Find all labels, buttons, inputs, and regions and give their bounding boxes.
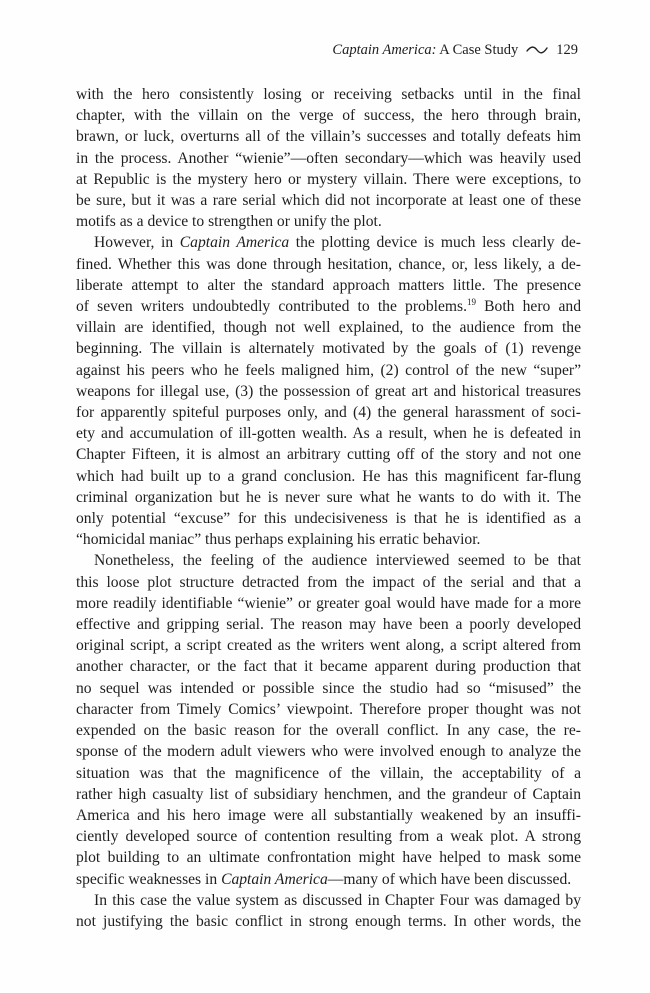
text-line bbox=[76, 84, 581, 105]
text-segment: of seven writers undoubtedly contributed to the problems. bbox=[76, 298, 467, 316]
text-line bbox=[76, 317, 581, 338]
text-line bbox=[76, 699, 581, 720]
text-segment: fined. Whether this was done through hesitation, chance, or, less likely, a de- bbox=[76, 255, 581, 273]
text-segment: with the hero consistently losing or receiving setbacks until in the final bbox=[76, 86, 581, 103]
text-line bbox=[76, 656, 581, 677]
footnote-ref: 19 bbox=[466, 296, 476, 307]
text-segment: “homicidal maniac” thus perhaps explaining his erratic behavior. bbox=[76, 531, 481, 549]
text-segment: brawn, or luck, overturns all of the villain’s successes and totally defeats him bbox=[76, 128, 581, 146]
italic-title: Captain America bbox=[221, 870, 328, 888]
running-head-title bbox=[332, 42, 518, 59]
text-segment: —many of which have been discussed. bbox=[327, 870, 572, 888]
text-segment: weapons for illegal use, (3) the possession of great art and historical treasures bbox=[76, 382, 581, 400]
text-segment: motifs as a device to strengthen or unify the plot. bbox=[76, 213, 382, 231]
body-text bbox=[76, 84, 581, 932]
text-line bbox=[76, 126, 581, 147]
text-line bbox=[76, 763, 581, 784]
text-line bbox=[76, 847, 581, 868]
text-line bbox=[76, 296, 581, 317]
text-line bbox=[76, 423, 581, 444]
text-segment: ciently developed source of contention resulting from a weak plot. A strong bbox=[76, 828, 581, 846]
text-segment: In this case the value system as discussed in Chapter Four was damaged by bbox=[94, 891, 581, 909]
text-line bbox=[76, 254, 581, 275]
text-segment: not justifying the basic conflict in strong enough terms. In other words, the bbox=[76, 912, 581, 930]
text-segment: Chapter Fifteen, it is almost an arbitrary cutting off of the story and not one bbox=[76, 446, 581, 464]
text-line bbox=[76, 190, 581, 211]
text-line bbox=[76, 402, 581, 423]
text-line bbox=[76, 381, 581, 402]
text-line bbox=[76, 720, 581, 741]
text-line bbox=[76, 338, 581, 359]
text-line bbox=[76, 211, 581, 232]
text-segment: original script, a script created as the writers went along, a script altered from bbox=[76, 637, 581, 655]
text-line bbox=[76, 508, 581, 529]
text-line bbox=[76, 529, 581, 550]
text-line bbox=[76, 784, 581, 805]
text-line bbox=[76, 466, 581, 487]
text-segment: this loose plot structure detracted from the impact of the serial and that a bbox=[76, 573, 581, 591]
text-segment: liberate attempt to alter the standard approach matters little. The presence bbox=[76, 276, 581, 294]
text-segment: no sequel was intended or possible since the studio had so “misused” the bbox=[76, 679, 581, 697]
text-segment: ety and accumulation of ill-gotten wealth. As a result, when he is defeated in bbox=[76, 425, 581, 443]
page-number: 129 bbox=[556, 42, 578, 58]
text-segment: sponse of the modern adult viewers who were involved enough to analyze the bbox=[76, 743, 581, 761]
running-head-title-rest: A Case Study bbox=[436, 42, 519, 58]
text-line bbox=[76, 105, 581, 126]
text-segment: expended on the basic reason for the overall conflict. In any case, the re- bbox=[76, 722, 581, 740]
text-segment: criminal organization but he is never sure what he wants to do with it. The bbox=[76, 488, 581, 506]
running-head-title-italic: Captain America: bbox=[332, 42, 437, 58]
text-segment: in the process. Another “wienie”—often secondary—which was heavily used bbox=[76, 149, 581, 167]
text-line bbox=[76, 572, 581, 593]
text-segment: at Republic is the mystery hero or mystery villain. There were exceptions, to bbox=[76, 170, 581, 188]
text-segment: be sure, but it was a rare serial which did not incorporate at least one of these bbox=[76, 192, 581, 210]
text-line bbox=[76, 890, 581, 911]
text-line bbox=[76, 614, 581, 635]
text-segment: America and his hero image were all substantially weakened by an insuffi- bbox=[76, 806, 581, 824]
text-segment: which had built up to a grand conclusion. He has this magnificent far-flung bbox=[76, 467, 581, 485]
text-segment: another character, or the fact that it became apparent during production that bbox=[76, 658, 581, 676]
text-segment: rather high casualty list of subsidiary henchmen, and the grandeur of Captain bbox=[76, 785, 581, 803]
text-line bbox=[76, 911, 581, 932]
text-line bbox=[76, 148, 581, 169]
text-line bbox=[76, 360, 581, 381]
text-segment: villain are identified, though not well explained, to the audience from the bbox=[76, 319, 581, 337]
text-segment: Both hero and bbox=[475, 298, 581, 316]
text-segment: plot building to an ultimate confrontation might have helped to mask some bbox=[76, 849, 581, 867]
text-line bbox=[76, 232, 581, 253]
text-line bbox=[76, 741, 581, 762]
swash-ornament-icon bbox=[526, 43, 548, 53]
text-line bbox=[76, 487, 581, 508]
text-segment: beginning. The villain is alternately motivated by the goals of (1) revenge bbox=[76, 340, 581, 358]
running-head bbox=[76, 42, 578, 64]
text-line bbox=[76, 169, 581, 190]
text-segment: for apparently spiteful purposes only, and (4) the general harassment of soci- bbox=[76, 404, 581, 422]
text-segment: Nonetheless, the feeling of the audience interviewed seemed to be that bbox=[94, 552, 581, 570]
text-segment: effective and gripping serial. The reason may have been a poorly developed bbox=[76, 616, 581, 634]
text-line bbox=[76, 593, 581, 614]
text-segment: specific weaknesses in bbox=[76, 870, 222, 888]
text-segment: chapter, with the villain on the verge of success, the hero through brain, bbox=[76, 107, 581, 125]
text-segment: against his peers who he feels maligned him, (2) control of the new “super” bbox=[76, 361, 581, 379]
text-line bbox=[76, 635, 581, 656]
text-line bbox=[76, 444, 581, 465]
text-line bbox=[76, 805, 581, 826]
text-line bbox=[76, 869, 581, 890]
text-line bbox=[76, 826, 581, 847]
text-segment: more readily identifiable “wienie” or greater goal would have made for a more bbox=[76, 594, 581, 612]
text-segment: character from Timely Comics’ viewpoint. Therefore proper thought was not bbox=[76, 700, 581, 718]
text-segment: situation was that the magnificence of the villain, the acceptability of a bbox=[76, 764, 581, 782]
text-segment: only potential “excuse” for this undecisiveness is that he is identified as a bbox=[76, 510, 581, 528]
text-line bbox=[76, 275, 581, 296]
text-segment: the plotting device is much less clearly de- bbox=[289, 234, 581, 252]
text-segment: However, in bbox=[94, 234, 180, 252]
italic-title: Captain America bbox=[179, 234, 290, 252]
text-line bbox=[76, 678, 581, 699]
text-line bbox=[76, 550, 581, 571]
